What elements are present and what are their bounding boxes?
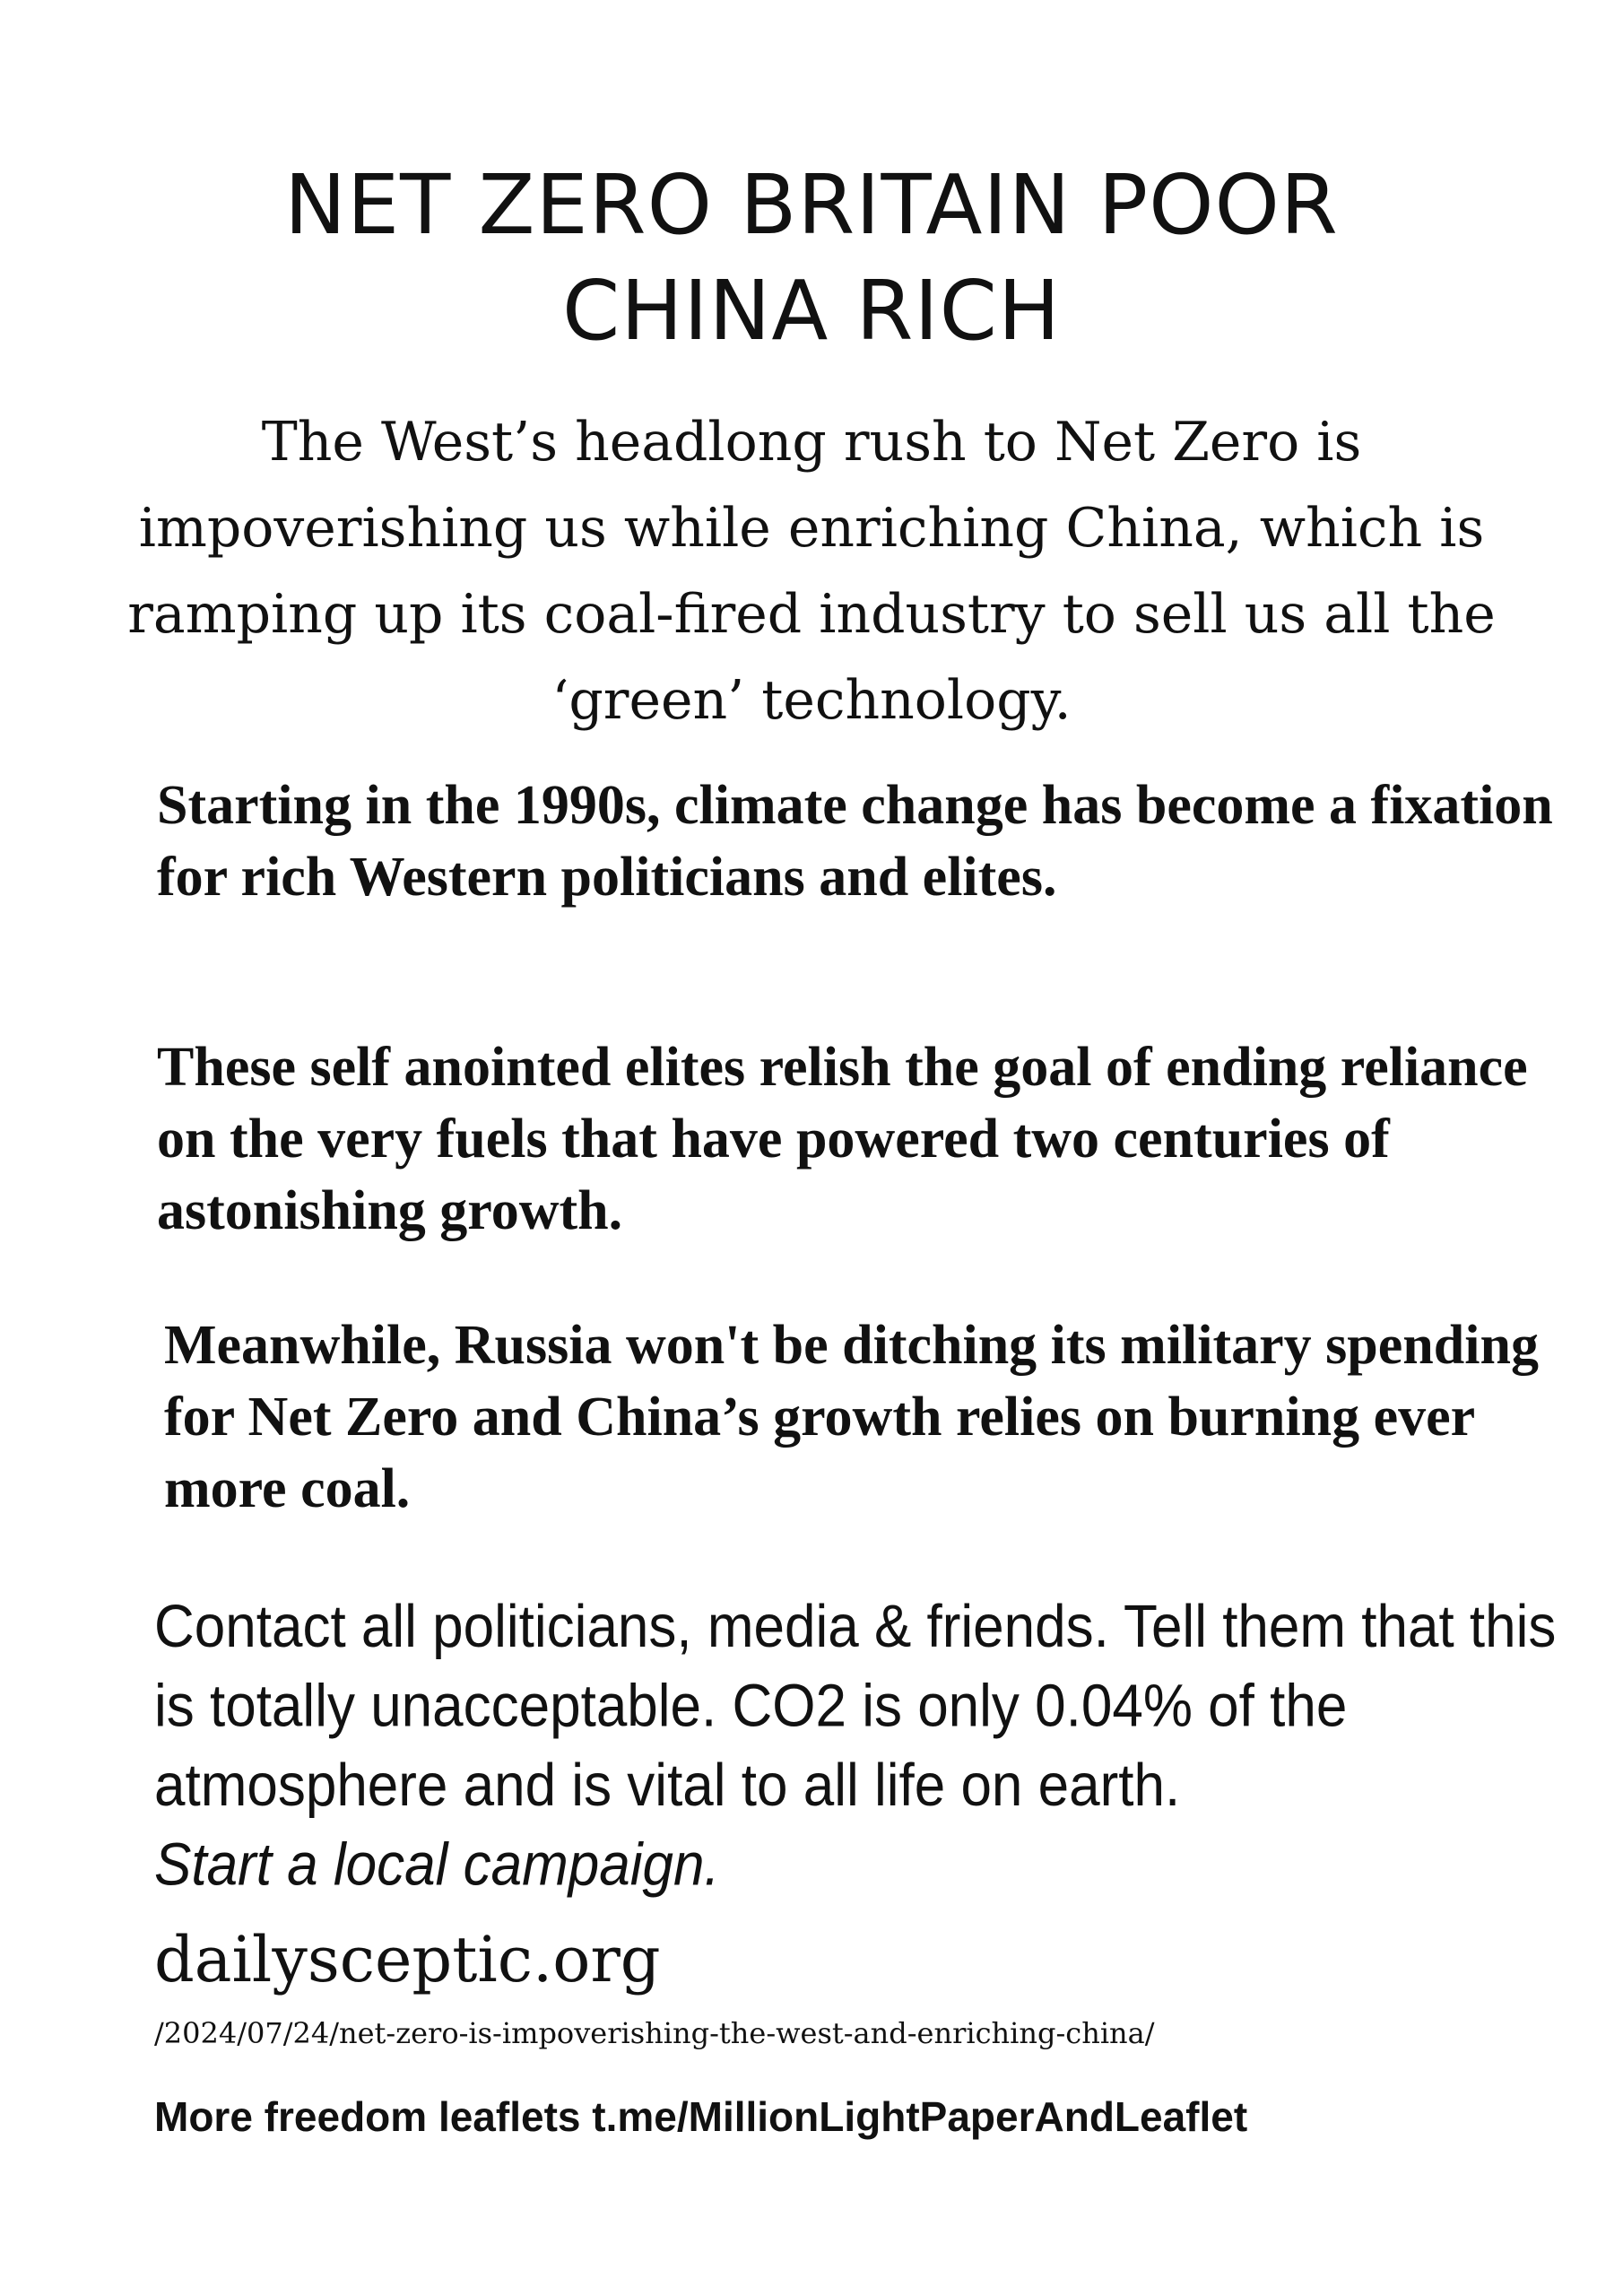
source-site: dailysceptic.org: [154, 1923, 661, 1996]
leaflet-subtitle: The West’s headlong rush to Net Zero is impoverishing us while enriching China, which is ramping up its coal-fired industry to sell us all the ‘green’ technology.: [127, 411, 1496, 732]
call-to-action-text: Contact all politicians, media & friends. Tell them that this is totally unacceptable. CO2 is only 0.04% of the atmosphere and is vital to all life on earth.: [154, 1593, 1557, 1820]
footer-leaflets-link: More freedom leaflets t.me/MillionLightPaperAndLeaflet: [154, 2093, 1248, 2140]
paragraph-russia-china: Meanwhile, Russia won't be ditching its military spending for Net Zero and China’s growth relies on burning ever more coal.: [164, 1315, 1539, 1519]
call-to-action: [154, 1587, 1571, 1905]
leaflet-title: [90, 152, 1533, 364]
paragraph-elites: These self anointed elites relish the goal of ending reliance on the very fuels that have powered two centuries of astonishing growth.: [157, 1037, 1528, 1241]
paragraph-1990s: Starting in the 1990s, climate change has become a fixation for rich Western politicians and elites.: [157, 775, 1553, 908]
call-to-action-italic: Start a local campaign.: [154, 1831, 720, 1899]
title-line-1: NET ZERO BRITAIN POOR: [284, 157, 1339, 253]
title-line-2: CHINA RICH: [561, 263, 1062, 359]
source-path: /2024/07/24/net-zero-is-impoverishing-the-west-and-enriching-china/: [154, 2016, 1155, 2050]
